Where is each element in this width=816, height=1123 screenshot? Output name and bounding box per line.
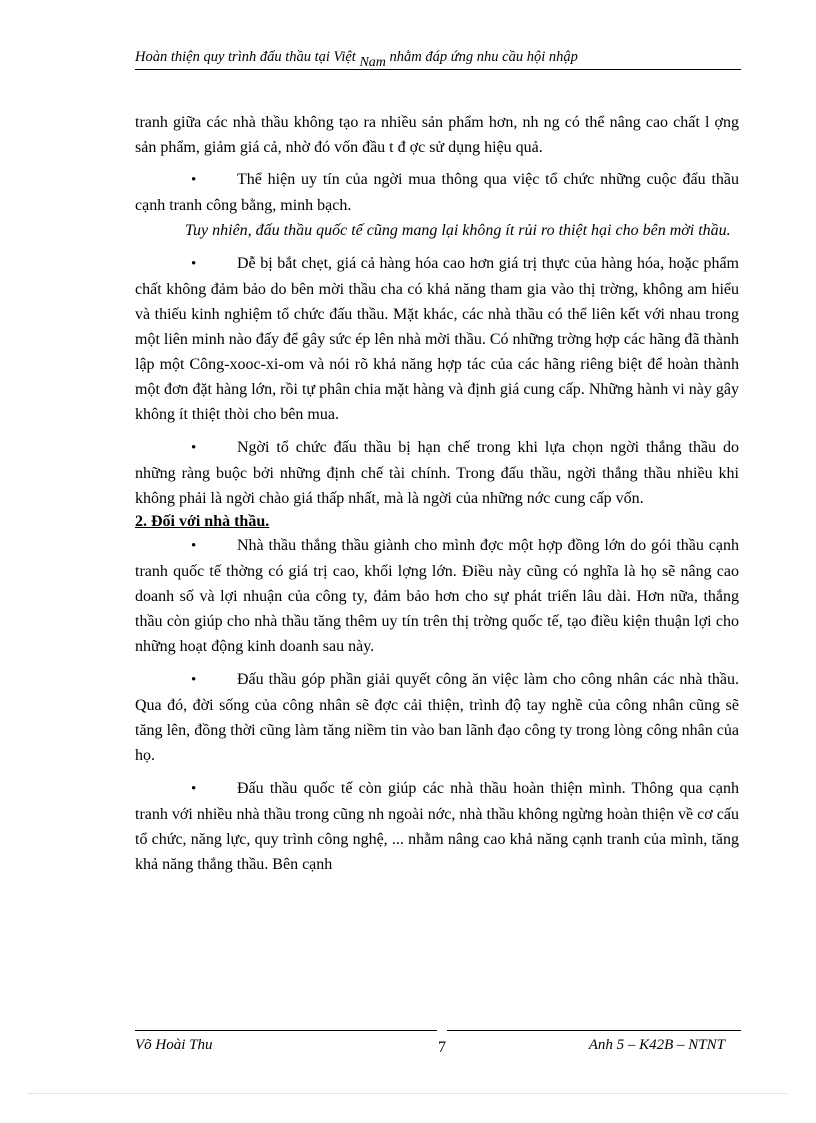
footer-divider-left — [135, 1030, 437, 1031]
bullet-paragraph — [135, 533, 739, 659]
bullet-text: Đấu thầu góp phần giải quyết công ăn việc làm cho công nhân các nhà thầu. Qua đó, đời sống của công nhân sẽ đợc cải thiện, trình độ tay nghề của công nhân cũng sẽ tăng lên, đồng thời cũng làm tăng niềm tin vào ban lãnh đạo công ty trong lòng công nhân của họ. — [135, 671, 739, 764]
footer-class-info: Anh 5 – K42B – NTNT — [588, 1037, 725, 1053]
bullet-icon: • — [191, 172, 197, 188]
header-title-subscript: Nam — [359, 55, 386, 70]
bullet-text: Nhà thầu thắng thầu giành cho mình đợc một hợp đồng lớn do gói thầu cạnh tranh quốc tế thờng có giá trị cao, khối lợng lớn. Điều này cũng có nghĩa là họ sẽ nâng cao doanh số và lợi nhuận của công ty, đảm bảo hơn cho sự phát triển lâu dài. Hơn nữa, thắng thầu còn giúp cho nhà thầu tăng thêm uy tín trên thị trờng quốc tế, tạo điều kiện thuận lợi cho những hoạt động kinh doanh sau này. — [135, 537, 739, 655]
footer-divider-right — [447, 1030, 741, 1031]
bullet-text: Thể hiện uy tín của ngời mua thông qua việc tổ chức những cuộc đấu thầu cạnh tranh công bằng, minh bạch. — [135, 171, 739, 214]
italic-paragraph — [135, 218, 739, 243]
bullet-icon: • — [191, 440, 197, 456]
page-boundary-dotted — [28, 1093, 788, 1094]
page-body — [135, 110, 739, 877]
section-heading: 2. Đối với nhà thầu. — [135, 513, 270, 530]
italic-text: Tuy nhiên, đấu thầu quốc tế cũng mang lại không ít rủi ro thiệt hại cho bên mời thầu. — [185, 222, 731, 239]
bullet-paragraph — [135, 667, 739, 768]
bullet-icon: • — [191, 538, 197, 554]
header-title-part1: Hoàn thiện quy trình đấu thầu tại Việt — [135, 49, 356, 65]
bullet-paragraph — [135, 776, 739, 877]
bullet-icon: • — [191, 781, 197, 797]
bullet-icon: • — [191, 672, 197, 688]
paragraph-continuation: tranh giữa các nhà thầu không tạo ra nhiều sản phẩm hơn, nh ng có thể nâng cao chất l ợng sản phẩm, giảm giá cả, nhờ đó vốn đầu t đ ợc sử dụng hiệu quả. — [135, 114, 739, 156]
footer-author: Võ Hoài Thu — [135, 1037, 213, 1053]
bullet-text: Đấu thầu quốc tế còn giúp các nhà thầu hoàn thiện mình. Thông qua cạnh tranh với nhiều nhà thầu trong cũng nh ngoài nớc, nhà thầu không ngừng hoàn thiện về cơ cấu tổ chức, năng lực, quy trình công nghệ, ... nhằm nâng cao khả năng cạnh tranh của mình, tăng khả năng thắng thầu. Bên cạnh — [135, 780, 739, 873]
bullet-paragraph — [135, 167, 739, 218]
bullet-paragraph — [135, 251, 739, 427]
page-number: 7 — [438, 1039, 446, 1056]
bullet-text: Dễ bị bắt chẹt, giá cả hàng hóa cao hơn giá trị thực của hàng hóa, hoặc phẩm chất không đảm bảo do bên mời thầu cha có khả năng tham gia vào thị trờng, không am hiểu và thiếu kinh nghiệm tổ chức đấu thầu. Mặt khác, các nhà thầu có thể liên kết với nhau trong một liên minh nào đấy để gây sức ép lên nhà mời thầu. Có những trờng hợp các hãng đã thành lập một Công-xooc-xi-om và nói rõ khả năng hợp tác của các hãng riêng biệt để hoàn thành một đơn đặt hàng lớn, rồi tự phân chia mặt hàng và định giá cung cấp. Những hành vi này gây không ít thiệt thòi cho bên mua. — [135, 255, 739, 423]
bullet-text: Ngời tổ chức đấu thầu bị hạn chế trong khi lựa chọn ngời thắng thầu do những ràng buộc bởi những định chế tài chính. Trong đấu thầu, ngời thắng thầu nhiều khi không phải là ngời chào giá thấp nhất, mà là ngời của những nớc cung cấp vốn. — [135, 439, 739, 507]
running-header — [135, 47, 741, 70]
bullet-paragraph — [135, 435, 739, 511]
header-title-part2: nhằm đáp ứng nhu cầu hội nhập — [389, 49, 578, 65]
bullet-icon: • — [191, 256, 197, 272]
